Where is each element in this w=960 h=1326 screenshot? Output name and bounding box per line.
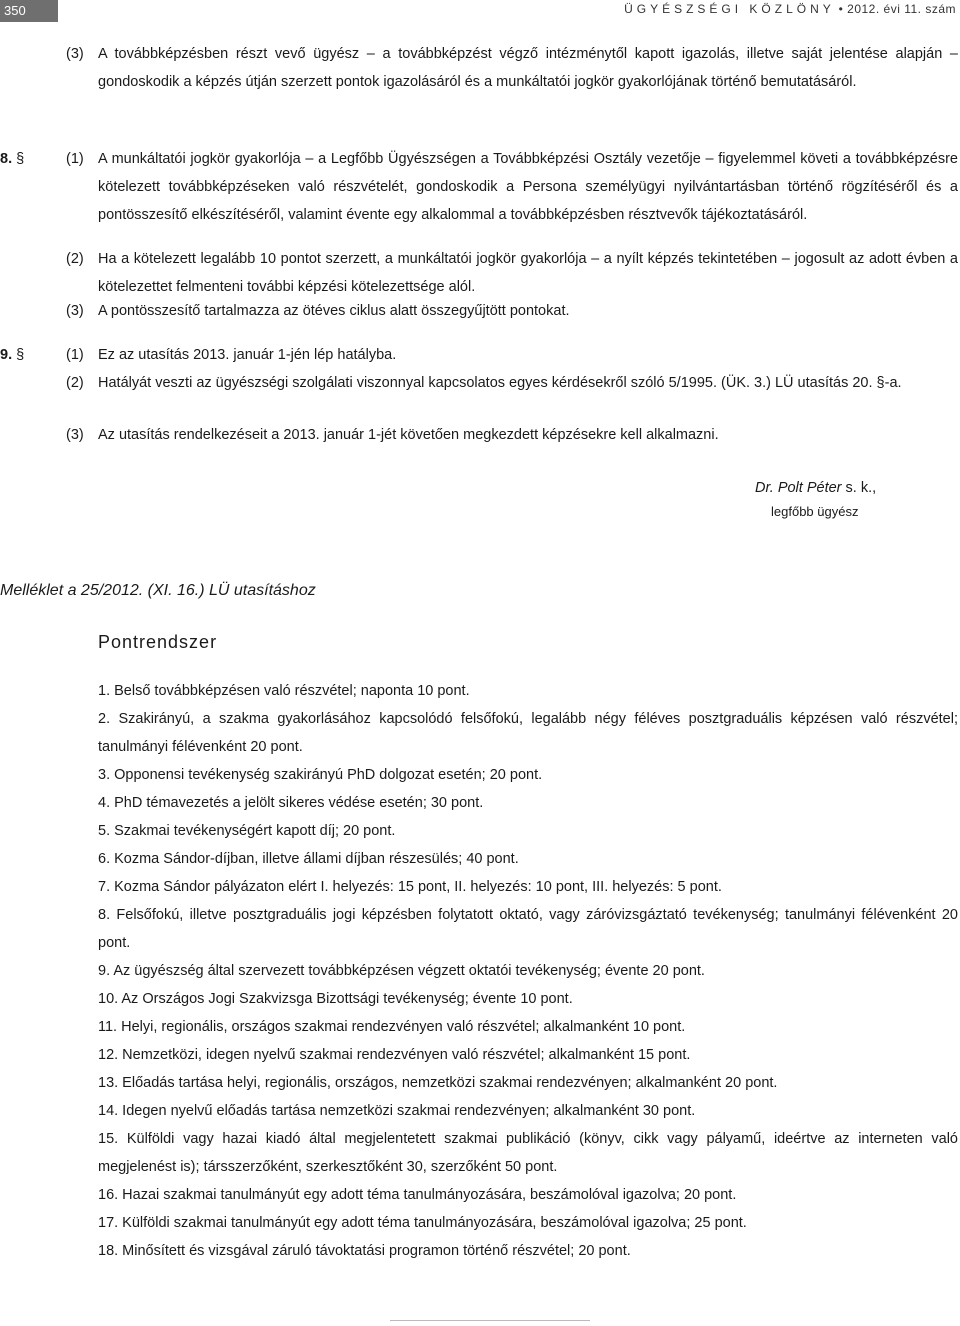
section-8-heading <box>0 145 60 173</box>
list-item: 8. Felsőfokú, illetve posztgraduális jogi képzésben folytatott oktató, vagy záróvizsgáztató tevékenység; tanulmányi félévenként 20 pont. <box>98 907 958 951</box>
signer-suffix: s. k., <box>841 480 877 496</box>
section7-paragraph3: A továbbképzésben részt vevő ügyész – a továbbképzést végző intézménytől kapott igazolás, illetve saját jelentése alapján – gondoskodik a képzés útján szerzett pontok igazolásáról és a munkáltatói jogkör gyakorlójának történő bemutatásáról. <box>98 46 958 90</box>
issue-label: 2012. évi 11. szám <box>847 2 956 16</box>
section8-paragraph3: A pontösszesítő tartalmazza az ötéves ciklus alatt összegyűjtött pontokat. <box>98 303 570 319</box>
footer-rule <box>390 1320 590 1321</box>
list-item: 13. Előadás tartása helyi, regionális, országos, nemzetközi szakmai rendezvényen; alkalmanként 20 pont. <box>98 1075 778 1091</box>
paragraph-number: (1) <box>66 347 84 363</box>
list-item: 14. Idegen nyelvű előadás tartása nemzetközi szakmai rendezvényen; alkalmanként 30 pont. <box>98 1103 696 1119</box>
section-number: 9. <box>0 347 13 363</box>
journal-name: ÜGYÉSZSÉGI KÖZLÖNY <box>624 2 835 16</box>
section-9-heading <box>0 341 60 369</box>
section8-paragraph2: Ha a kötelezett legalább 10 pontot szerzett, a munkáltatói jogkör gyakorlója – a nyílt képzés tekintetében – jogosult az adott évben a kötelezettet felmenteni további képzési kötelezettsége alól. <box>98 251 958 295</box>
signature-line <box>755 476 955 500</box>
section-sign: § <box>16 151 25 167</box>
list-item: 7. Kozma Sándor pályázaton elért I. helyezés: 15 pont, II. helyezés: 10 pont, III. helyezés: 5 pont. <box>98 879 722 895</box>
paragraph-number: (2) <box>66 251 84 267</box>
list-item: 6. Kozma Sándor-díjban, illetve állami díjban részesülés; 40 pont. <box>98 851 519 867</box>
paragraph-number: (2) <box>66 375 84 391</box>
list-item: 15. Külföldi vagy hazai kiadó által megjelentetett szakmai publikáció (könyv, cikk vagy pályamű, ideértve az interneten való megjelenést is); társszerzőként, szerkesztőként 30, szerzőként 50 pont. <box>98 1131 958 1175</box>
section9-paragraph1: Ez az utasítás 2013. január 1-jén lép hatályba. <box>98 347 397 363</box>
annex-title: Melléklet a 25/2012. (XI. 16.) LÜ utasításhoz <box>0 582 316 599</box>
list-item: 17. Külföldi szakmai tanulmányút egy adott téma tanulmányozására, beszámolóval igazolva; 25 pont. <box>98 1215 747 1231</box>
annex-heading: Pontrendszer <box>98 632 218 652</box>
paragraph-number: (1) <box>66 151 84 167</box>
list-item: 12. Nemzetközi, idegen nyelvű szakmai rendezvényen való részvétel; alkalmanként 15 pont. <box>98 1047 691 1063</box>
list-item: 1. Belső továbbképzésen való részvétel; naponta 10 pont. <box>98 683 470 699</box>
section-sign: § <box>16 347 25 363</box>
journal-info <box>624 0 956 18</box>
section9-paragraph3: Az utasítás rendelkezéseit a 2013. január 1-jét követően megkezdett képzésekre kell alkalmazni. <box>98 427 719 443</box>
list-item: 10. Az Országos Jogi Szakvizsga Bizottsági tevékenység; évente 10 pont. <box>98 991 573 1007</box>
page-header <box>0 0 960 22</box>
signer-name: Dr. Polt Péter <box>755 480 842 496</box>
list-item: 5. Szakmai tevékenységért kapott díj; 20 pont. <box>98 823 396 839</box>
list-item: 11. Helyi, regionális, országos szakmai rendezvényen való részvétel; alkalmanként 10 pont. <box>98 1019 686 1035</box>
section8-paragraph1: A munkáltatói jogkör gyakorlója – a Legfőbb Ügyészségen a Továbbképzési Osztály vezetője – figyelemmel követi a továbbképzésre kötelezett továbbképzéseken való részvételét, gondoskodik a Persona személyügyi nyilvántartásban történő rögzítéséről és a pontösszesítő elkészítéséről, valamint évente egy alkalommal a továbbképzésben résztvevők tájékoztatásáról. <box>98 151 958 223</box>
section9-paragraph2: Hatályát veszti az ügyészségi szolgálati viszonnyal kapcsolatos egyes kérdésekről szóló 5/1995. (ÜK. 3.) LÜ utasítás 20. §-a. <box>98 375 902 391</box>
list-item: 18. Minősített és vizsgával záruló távoktatási programon történő részvétel; 20 pont. <box>98 1243 631 1259</box>
signer-title: legfőbb ügyész <box>771 504 859 519</box>
paragraph-number: (3) <box>66 303 84 319</box>
list-item: 9. Az ügyészség által szervezett továbbképzésen végzett oktatói tevékenység; évente 20 pont. <box>98 963 705 979</box>
page-number: 350 <box>0 0 58 22</box>
paragraph-number: (3) <box>66 427 84 443</box>
list-item: 2. Szakirányú, a szakma gyakorlásához kapcsolódó felsőfokú, legalább négy féléves posztgraduális képzésen való részvétel; tanulmányi félévenként 20 pont. <box>98 711 958 755</box>
bullet-separator: • <box>838 2 844 16</box>
list-item: 4. PhD témavezetés a jelölt sikeres védése esetén; 30 pont. <box>98 795 484 811</box>
list-item: 16. Hazai szakmai tanulmányút egy adott téma tanulmányozására, beszámolóval igazolva; 20 pont. <box>98 1187 737 1203</box>
list-item: 3. Opponensi tevékenység szakirányú PhD dolgozat esetén; 20 pont. <box>98 767 543 783</box>
paragraph-number: (3) <box>66 46 84 62</box>
section-number: 8. <box>0 151 13 167</box>
